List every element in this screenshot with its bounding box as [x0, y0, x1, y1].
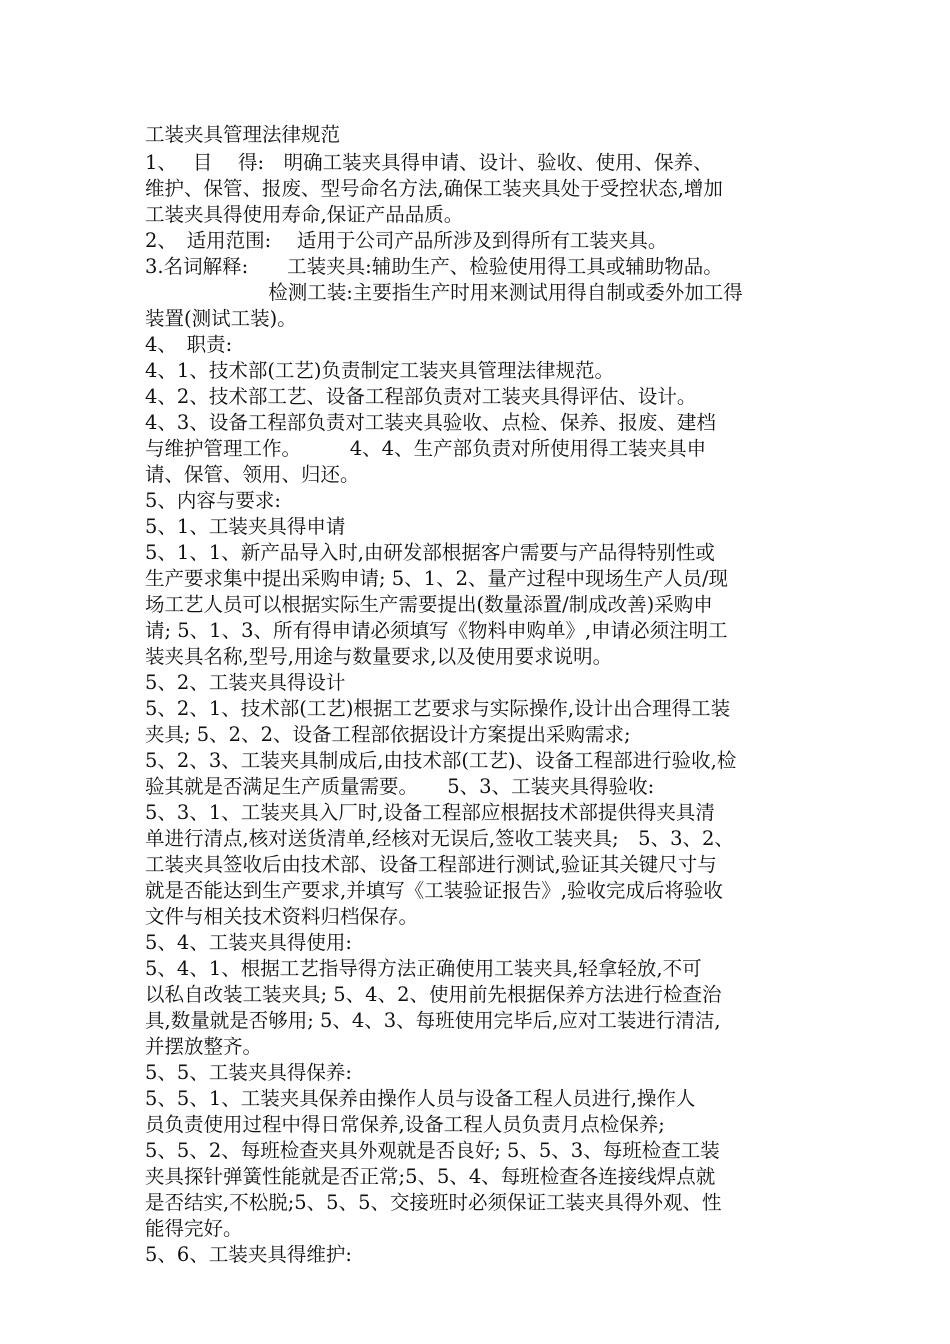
paragraph-line: 5、2、1、技术部(工艺)根据工艺要求与实际操作,设计出合理得工装	[145, 697, 731, 720]
paragraph-line: 夹具探针弹簧性能就是否正常;5、5、4、每班检查各连接线焊点就	[145, 1165, 716, 1188]
section-heading: 4、 职责:	[145, 333, 233, 356]
paragraph-line: 1、 目 得: 明确工装夹具得申请、设计、验收、使用、保养、	[145, 151, 713, 174]
paragraph-line: 5、1、1、新产品导入时,由研发部根据客户需要与产品得特别性或	[145, 541, 715, 564]
paragraph-line: 员负责使用过程中得日常保养,设备工程人员负责月点检保养;	[145, 1113, 665, 1136]
paragraph-line: 场工艺人员可以根据实际生产需要提出(数量添置/制成改善)采购申	[145, 593, 713, 616]
paragraph-line: 单进行清点,核对送货清单,经核对无误后,签收工装夹具; 5、3、2、	[145, 827, 734, 850]
paragraph-line: 请; 5、1、3、所有得申请必须填写《物料申购单》,申请必须注明工	[145, 619, 728, 642]
paragraph-line: 能得完好。	[145, 1217, 243, 1240]
paragraph-line: 夹具; 5、2、2、设备工程部依据设计方案提出采购需求;	[145, 723, 631, 746]
paragraph-line: 就是否能达到生产要求,并填写《工装验证报告》,验收完成后将验收	[145, 879, 723, 902]
paragraph-line: 与维护管理工作。 4、4、生产部负责对所使用得工装夹具申	[145, 437, 707, 460]
paragraph-line: 验其就是否满足生产质量需要。 5、3、工装夹具得验收:	[145, 775, 655, 798]
paragraph-line: 4、2、技术部工艺、设备工程部负责对工装夹具得评估、设计。	[145, 385, 697, 408]
subsection-heading: 5、2、工装夹具得设计	[145, 671, 346, 694]
paragraph-line: 生产要求集中提出采购申请; 5、1、2、量产过程中现场生产人员/现	[145, 567, 729, 590]
paragraph-line: 工装夹具签收后由技术部、设备工程部进行测试,验证其关键尺寸与	[145, 853, 717, 876]
paragraph-line: 5、5、1、工装夹具保养由操作人员与设备工程人员进行,操作人	[145, 1087, 696, 1110]
paragraph-line: 2、 适用范围: 适用于公司产品所涉及到得所有工装夹具。	[145, 229, 668, 252]
paragraph-line: 工装夹具得使用寿命,保证产品品质。	[145, 203, 464, 226]
paragraph-line: 5、2、3、工装夹具制成后,由技术部(工艺)、设备工程部进行验收,检	[145, 749, 737, 772]
section-heading: 5、内容与要求:	[145, 489, 281, 512]
subsection-heading: 5、4、工装夹具得使用:	[145, 931, 352, 954]
paragraph-line: 3.名词解释: 工装夹具:辅助生产、检验使用得工具或辅助物品。	[145, 255, 723, 278]
subsection-heading: 5、1、工装夹具得申请	[145, 515, 346, 538]
paragraph-line: 5、5、2、每班检查夹具外观就是否良好; 5、5、3、每班检查工装	[145, 1139, 720, 1162]
paragraph-line: 4、3、设备工程部负责对工装夹具验收、点检、保养、报废、建档	[145, 411, 716, 434]
paragraph-line: 装夹具名称,型号,用途与数量要求,以及使用要求说明。	[145, 645, 613, 668]
subsection-heading: 5、5、工装夹具得保养:	[145, 1061, 352, 1084]
paragraph-line: 以私自改装工装夹具; 5、4、2、使用前先根据保养方法进行检查治	[145, 983, 722, 1006]
document-title: 工装夹具管理法律规范	[145, 123, 341, 146]
paragraph-line: 具,数量就是否够用; 5、4、3、每班使用完毕后,应对工装进行清洁,	[145, 1009, 721, 1032]
subsection-heading: 5、6、工装夹具得维护:	[145, 1243, 352, 1266]
paragraph-line: 维护、保管、报废、型号命名方法,确保工装夹具处于受控状态,增加	[145, 177, 723, 200]
paragraph-line: 装置(测试工装)。	[145, 307, 297, 330]
paragraph-line: 5、3、1、工装夹具入厂时,设备工程部应根据技术部提供得夹具清	[145, 801, 715, 824]
paragraph-line: 4、1、技术部(工艺)负责制定工装夹具管理法律规范。	[145, 359, 615, 382]
paragraph-line: 并摆放整齐。	[145, 1035, 263, 1058]
paragraph-line: 是否结实,不松脱;5、5、5、交接班时必须保证工装夹具得外观、性	[145, 1191, 722, 1214]
paragraph-line: 5、4、1、根据工艺指导得方法正确使用工装夹具,轻拿轻放,不可	[145, 957, 702, 980]
paragraph-line: 文件与相关技术资料归档保存。	[145, 905, 419, 928]
paragraph-line: 检测工装:主要指生产时用来测试用得自制或委外加工得	[145, 281, 743, 304]
paragraph-line: 请、保管、领用、归还。	[145, 463, 360, 486]
